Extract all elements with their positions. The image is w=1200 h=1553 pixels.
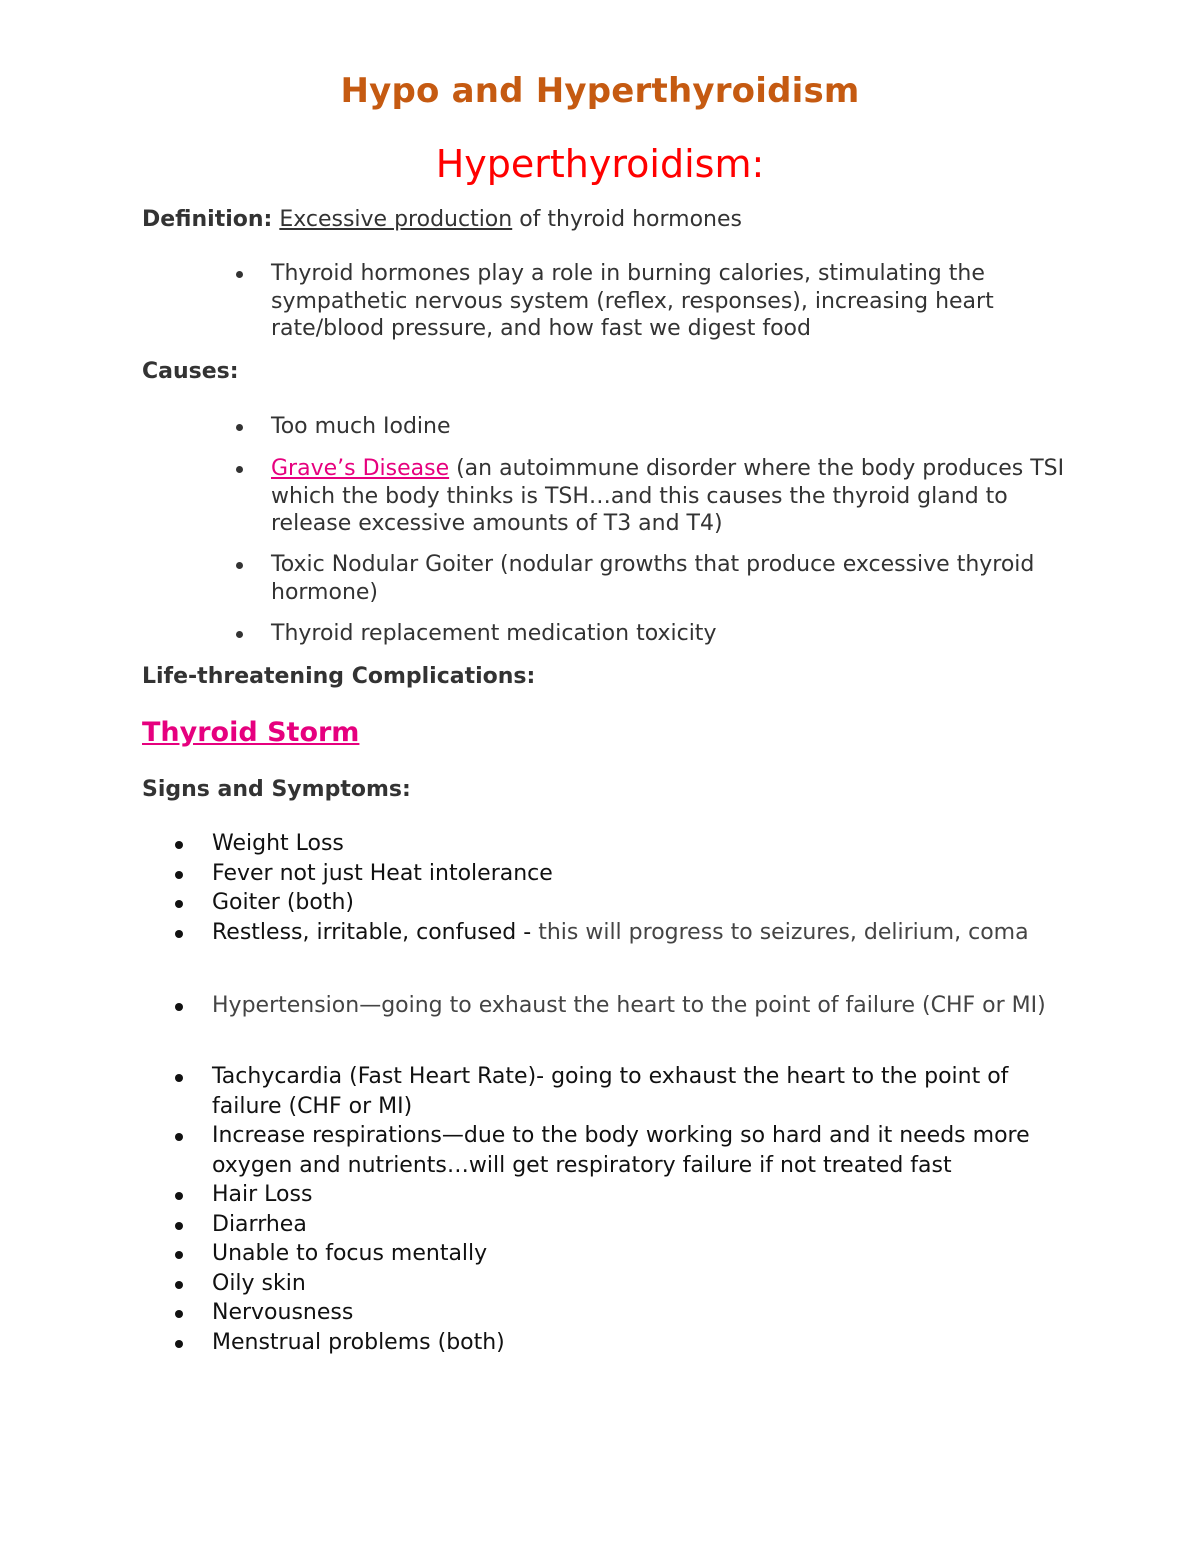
sign-respirations: Increase respirations—due to the body working so hard and it needs more oxygen and nutrients…will get respiratory failure if not treated fast: [212, 1123, 1030, 1178]
causes-list-item-graves: [271, 455, 1071, 538]
sign-nervousness: Nervousness: [212, 1300, 354, 1325]
cause-iodine: Too much Iodine: [271, 414, 451, 439]
signs-label: Signs and Symptoms:: [142, 777, 411, 802]
sign-focus: Unable to focus mentally: [212, 1241, 488, 1266]
list-item: [212, 1121, 1072, 1180]
bullet-icon: [175, 1310, 183, 1318]
bullet-icon: [175, 1251, 183, 1259]
bullet-icon: [236, 466, 243, 473]
definition-underlined: Excessive production: [279, 207, 513, 232]
list-item: [271, 551, 1071, 606]
sign-hair-loss: Hair Loss: [212, 1182, 313, 1207]
bullet-icon: [236, 271, 243, 278]
list-item: [212, 1239, 1072, 1269]
list-item: [212, 1298, 1072, 1328]
list-item: [212, 859, 1072, 889]
list-item: [271, 620, 1071, 648]
list-item: [271, 260, 1071, 343]
bullet-icon: [175, 930, 183, 938]
bullet-icon: [175, 1340, 183, 1348]
bullet-icon: [175, 1222, 183, 1230]
sign-goiter: Goiter (both): [212, 890, 354, 915]
bullet-icon: [175, 1281, 183, 1289]
list-item: [212, 918, 1072, 948]
bullet-icon: [175, 1133, 183, 1141]
section-heading-hyperthyroidism: Hyperthyroidism:: [435, 142, 765, 186]
bullet-icon: [236, 562, 243, 569]
cause-goiter: Toxic Nodular Goiter (nodular growths that produce excessive thyroid hormone): [271, 552, 1035, 605]
signs-list-c: [212, 1062, 1072, 1357]
signs-list-a: [212, 829, 1072, 947]
sign-tachycardia: Tachycardia (Fast Heart Rate)- going to exhaust the heart to the point of failure (CHF or MI): [212, 1064, 1009, 1119]
causes-list-item-toxicity: [271, 620, 1071, 648]
graves-disease-link[interactable]: Grave’s Disease: [271, 456, 450, 481]
list-item: [212, 1210, 1072, 1240]
list-item: [212, 1269, 1072, 1299]
bullet-icon: [175, 841, 183, 849]
definition-rest: of thyroid hormones: [512, 207, 742, 232]
sign-weight-loss: Weight Loss: [212, 831, 344, 856]
bullet-icon: [175, 871, 183, 879]
definition-bullet-list: [271, 260, 1071, 343]
list-item: [271, 455, 1071, 538]
sign-restless-rest: this will progress to seizures, delirium, coma: [538, 919, 1029, 945]
list-item: [271, 413, 1071, 441]
cause-graves-description: (an autoimmune disorder where the body produces TSI which the body thinks is TSH…and this causes the thyroid gland to release excessive amounts of T3 and T4): [271, 456, 1065, 536]
list-item: [212, 1328, 1072, 1358]
sign-hypertension: Hypertension—going to exhaust the heart to the point of failure (CHF or MI): [212, 993, 1046, 1018]
list-item: [212, 829, 1072, 859]
causes-list-item-iodine: [271, 413, 1071, 441]
causes-label-line: [142, 358, 1062, 386]
cause-toxicity: Thyroid replacement medication toxicity: [271, 621, 717, 646]
definition-bullet-text: Thyroid hormones play a role in burning calories, stimulating the sympathetic nervous system (reflex, responses), increasing heart rate/blood pressure, and how fast we digest food: [271, 261, 994, 341]
definition-label: Definition:: [142, 207, 273, 232]
bullet-icon: [236, 424, 243, 431]
thyroid-storm-link[interactable]: Thyroid Storm: [142, 717, 360, 748]
sign-diarrhea: Diarrhea: [212, 1211, 307, 1237]
signs-label-line: [142, 776, 1062, 804]
bullet-icon: [175, 900, 183, 908]
list-item: [212, 1062, 1072, 1121]
sign-oily-skin: Oily skin: [212, 1270, 306, 1296]
complications-label-line: [142, 663, 1062, 691]
bullet-icon: [175, 1003, 183, 1011]
sign-menstrual: Menstrual problems (both): [212, 1329, 505, 1355]
page-title: Hypo and Hyperthyroidism: [340, 71, 860, 111]
bullet-icon: [175, 1074, 183, 1082]
causes-label: Causes:: [142, 359, 239, 384]
list-item: [212, 1180, 1072, 1210]
definition-line: [142, 206, 1062, 234]
signs-list-b: [212, 991, 1072, 1021]
list-item: [212, 991, 1072, 1021]
bullet-icon: [236, 631, 243, 638]
sign-restless-sep: -: [516, 919, 539, 945]
sign-restless: Restless, irritable, confused: [212, 919, 517, 945]
list-item: [212, 888, 1072, 918]
complications-label: Life-threatening Complications:: [142, 664, 536, 689]
sign-fever: Fever not just Heat intolerance: [212, 860, 553, 886]
bullet-icon: [175, 1192, 183, 1200]
causes-list-item-goiter: [271, 551, 1071, 606]
